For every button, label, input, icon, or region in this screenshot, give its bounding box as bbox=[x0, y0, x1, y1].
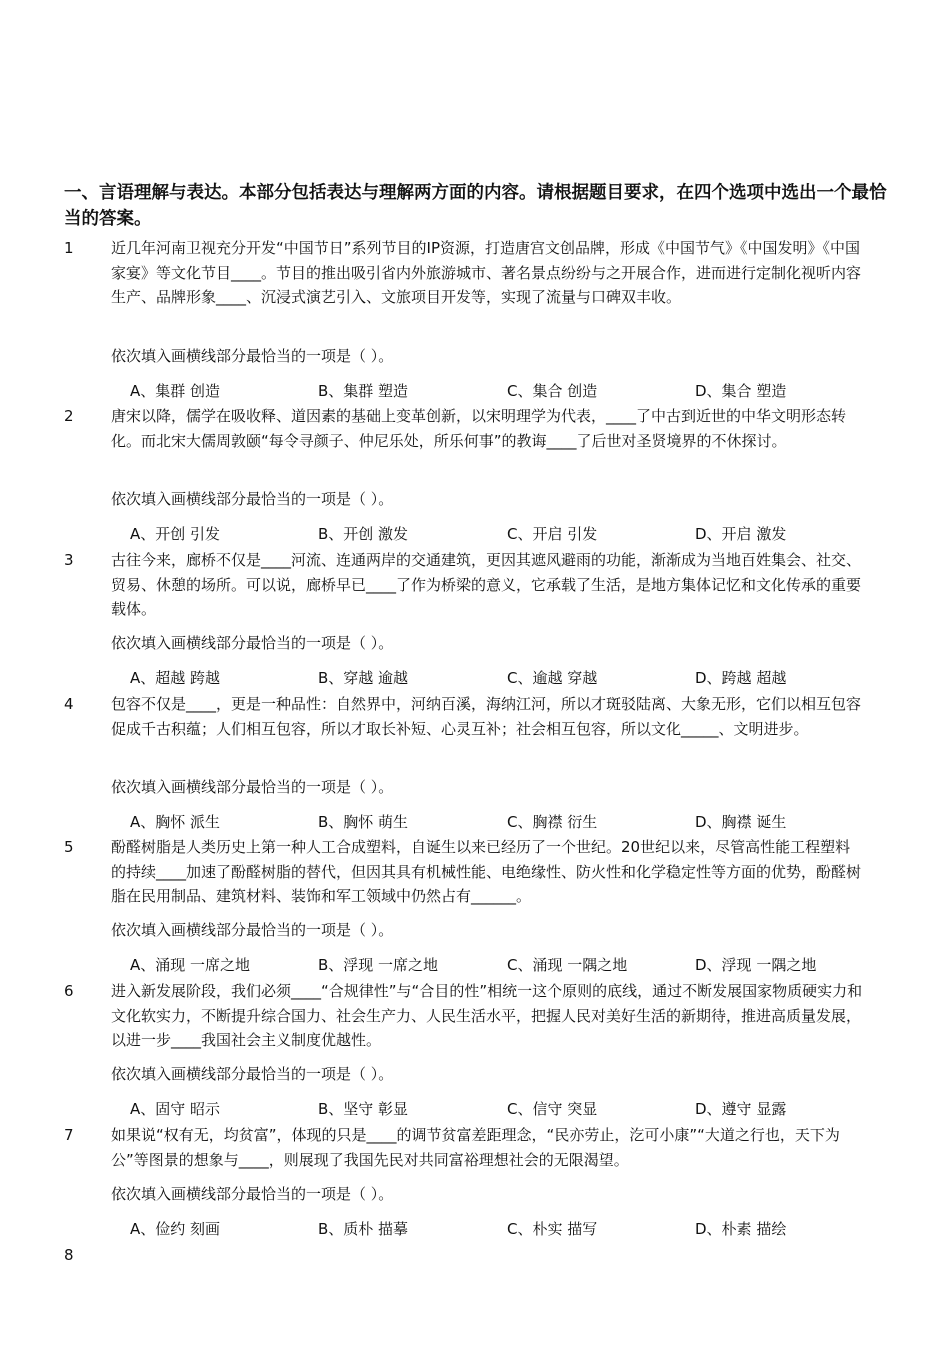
option-d: D、跨越 超越 bbox=[695, 669, 787, 687]
question-number: 6 bbox=[64, 982, 74, 1000]
option-b: B、穿越 逾越 bbox=[318, 669, 409, 687]
option-b: B、胸怀 萌生 bbox=[318, 813, 409, 831]
question-number: 3 bbox=[64, 551, 74, 569]
option-c: C、朴实 描写 bbox=[507, 1220, 598, 1238]
option-d: D、胸襟 诞生 bbox=[695, 813, 787, 831]
question-prompt: 依次填入画横线部分最恰当的一项是（ ）。 bbox=[111, 634, 394, 652]
option-d: D、开启 激发 bbox=[695, 525, 787, 543]
option-b: B、坚守 彰显 bbox=[318, 1100, 409, 1118]
option-c: C、逾越 穿越 bbox=[507, 669, 598, 687]
option-d: D、浮现 一隅之地 bbox=[695, 956, 817, 974]
question-stem: 酚醛树脂是人类历史上第一种人工合成塑料，自诞生以来已经历了一个世纪。20世纪以来，尽管高性能工程塑料的持续____加速了酚醛树脂的替代，但因其具有机械性能、电绝缘性、防火性和化学稳定性等方面的优势，酚醛树脂在民用制品、建筑材料、装饰和军工领域中仍然占有______。 bbox=[111, 838, 862, 905]
option-d: D、遵守 显露 bbox=[695, 1100, 787, 1118]
option-a: A、涌现 一席之地 bbox=[130, 956, 251, 974]
question-number: 7 bbox=[64, 1126, 74, 1144]
question-stem: 近几年河南卫视充分开发“中国节日”系列节目的IP资源，打造唐宫文创品牌，形成《中国节气》《中国发明》《中国家宴》等文化节目____。节目的推出吸引省内外旅游城市、著名景点纷纷与之开展合作，进而进行定制化视听内容生产、品牌形象____、沉浸式演艺引入、文旅项目开发等，实现了流量与口碑双丰收。 bbox=[111, 239, 862, 306]
question-number: 2 bbox=[64, 407, 74, 425]
option-a: A、超越 跨越 bbox=[130, 669, 221, 687]
question-stem: 唐宋以降，儒学在吸收释、道因素的基础上变革创新，以宋明理学为代表，____了中古到近世的中华文明形态转化。而北宋大儒周敦颐“每令寻颜子、仲尼乐处，所乐何事”的教诲____了后世对圣贤境界的不休探讨。 bbox=[111, 407, 847, 450]
option-b: B、质朴 描摹 bbox=[318, 1220, 409, 1238]
question-number: 5 bbox=[64, 838, 74, 856]
option-a: A、固守 昭示 bbox=[130, 1100, 221, 1118]
option-b: B、浮现 一席之地 bbox=[318, 956, 439, 974]
option-c: C、集合 创造 bbox=[507, 382, 598, 400]
option-d: D、集合 塑造 bbox=[695, 382, 787, 400]
question-prompt: 依次填入画横线部分最恰当的一项是（ ）。 bbox=[111, 1185, 394, 1203]
question-prompt: 依次填入画横线部分最恰当的一项是（ ）。 bbox=[111, 778, 394, 796]
option-a: A、集群 创造 bbox=[130, 382, 221, 400]
section-title: 一、言语理解与表达。本部分包括表达与理解两方面的内容。请根据题目要求，在四个选项中选出一个最恰当的答案。 bbox=[64, 183, 887, 229]
option-c: C、信守 突显 bbox=[507, 1100, 598, 1118]
question-number: 8 bbox=[64, 1246, 74, 1264]
question-prompt: 依次填入画横线部分最恰当的一项是（ ）。 bbox=[111, 921, 394, 939]
question-number: 4 bbox=[64, 695, 74, 713]
option-d: D、朴素 描绘 bbox=[695, 1220, 787, 1238]
option-a: A、开创 引发 bbox=[130, 525, 221, 543]
option-a: A、俭约 刻画 bbox=[130, 1220, 221, 1238]
option-b: B、集群 塑造 bbox=[318, 382, 409, 400]
option-c: C、胸襟 衍生 bbox=[507, 813, 598, 831]
option-b: B、开创 激发 bbox=[318, 525, 409, 543]
question-number: 1 bbox=[64, 239, 74, 257]
option-a: A、胸怀 派生 bbox=[130, 813, 221, 831]
question-prompt: 依次填入画横线部分最恰当的一项是（ ）。 bbox=[111, 1065, 394, 1083]
option-c: C、开启 引发 bbox=[507, 525, 598, 543]
question-prompt: 依次填入画横线部分最恰当的一项是（ ）。 bbox=[111, 490, 394, 508]
question-prompt: 依次填入画横线部分最恰当的一项是（ ）。 bbox=[111, 347, 394, 365]
question-stem: 进入新发展阶段，我们必须____“合规律性”与“合目的性”相统一这个原则的底线，通过不断发展国家物质硬实力和文化软实力，不断提升综合国力、社会生产力、人民生活水平，把握人民对美好生活的新期待，推进高质量发展，以进一步____我国社会主义制度优越性。 bbox=[111, 982, 863, 1049]
question-stem: 古往今来，廊桥不仅是____河流、连通两岸的交通建筑，更因其遮风避雨的功能，渐渐成为当地百姓集会、社交、贸易、休憩的场所。可以说，廊桥早已____了作为桥梁的意义，它承载了生活，是地方集体记忆和文化传承的重要载体。 bbox=[111, 551, 862, 618]
option-c: C、涌现 一隅之地 bbox=[507, 956, 628, 974]
question-stem: 如果说“权有无，均贫富”，体现的只是____的调节贫富差距理念，“民亦劳止，汔可小康”“大道之行也，天下为公”等图景的想象与____，则展现了我国先民对共同富裕理想社会的无限渴望。 bbox=[111, 1126, 840, 1169]
question-stem: 包容不仅是____，更是一种品性：自然界中，河纳百溪，海纳江河，所以才斑驳陆离、大象无形，它们以相互包容促成千古积蕴；人们相互包容，所以才取长补短、心灵互补；社会相互包容，所以文化_____、文明进步。 bbox=[111, 695, 862, 738]
